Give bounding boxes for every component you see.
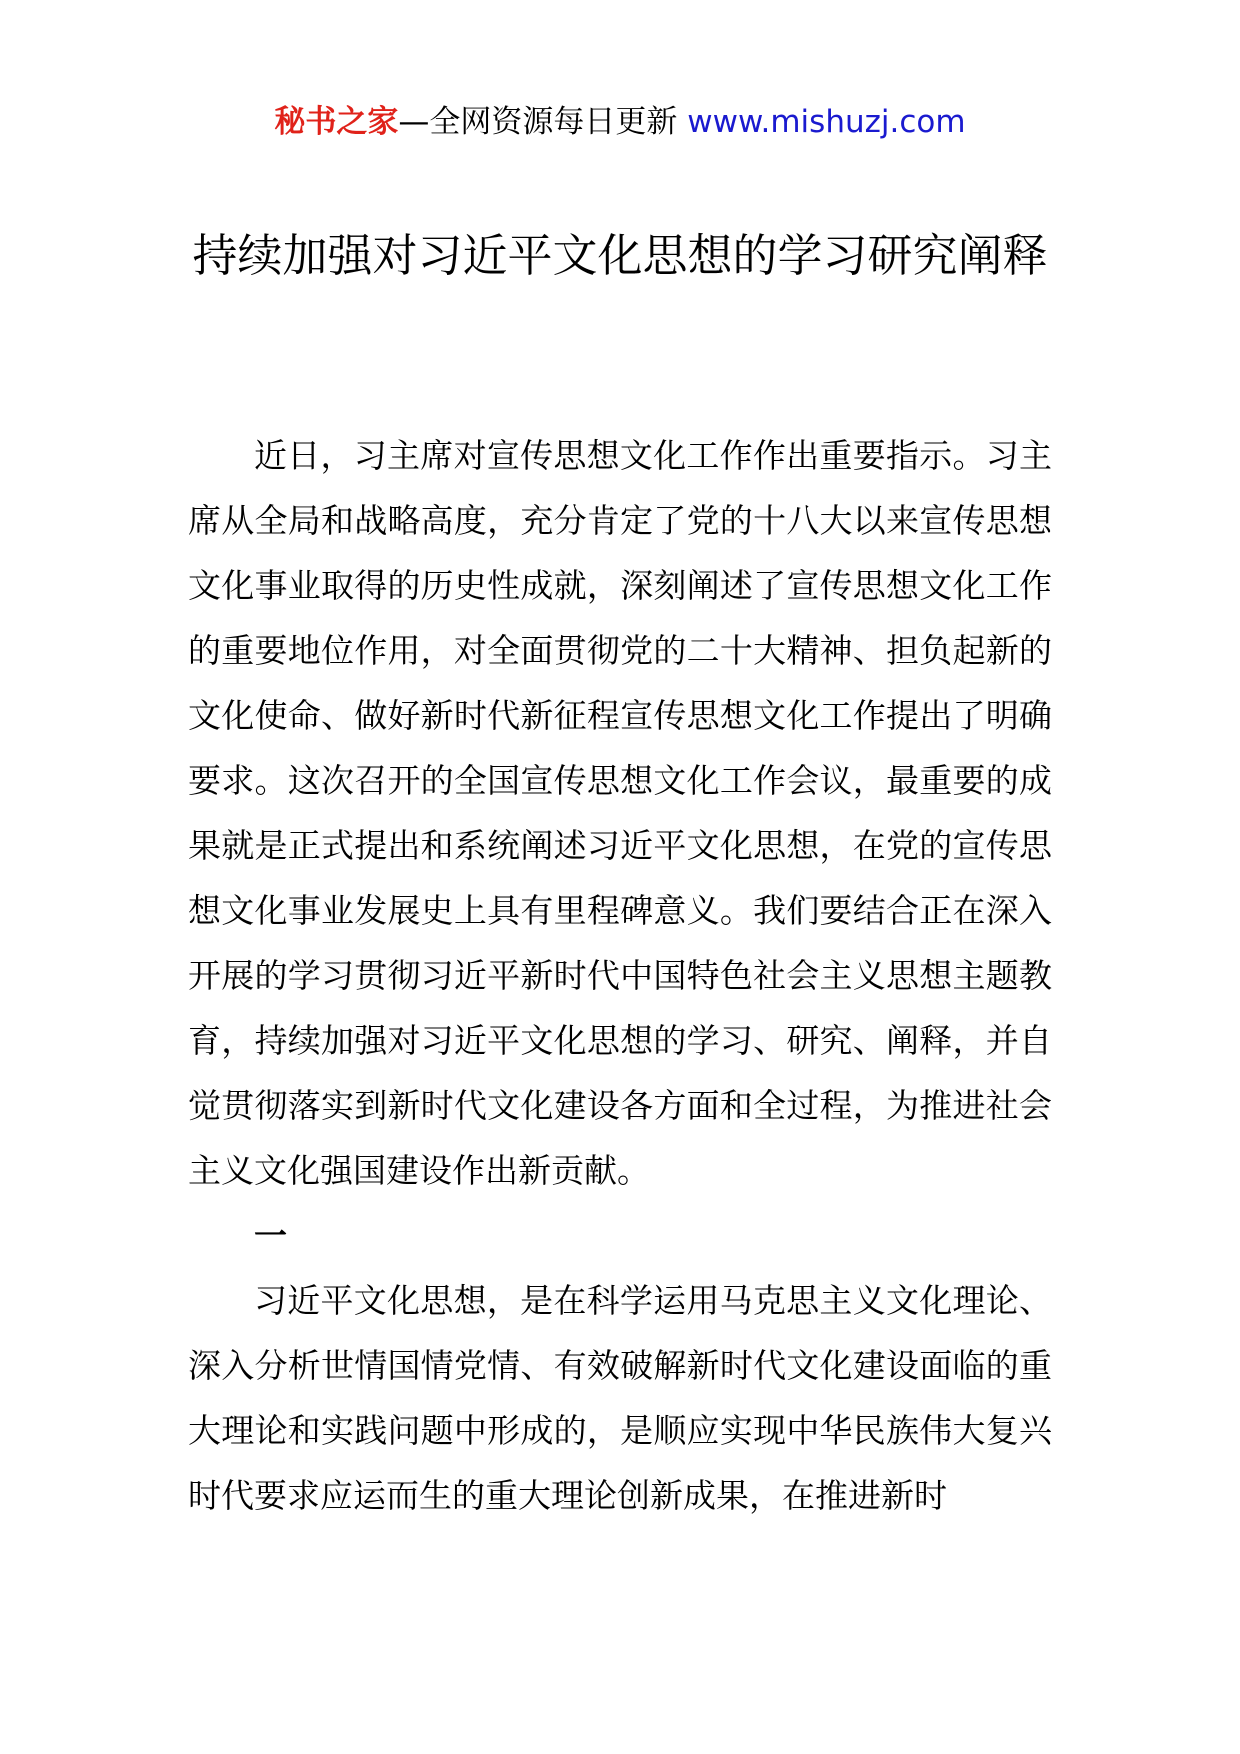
site-header (0, 100, 1240, 144)
header-tagline: —全网资源每日更新 (398, 104, 678, 140)
brand-name: 秘书之家 (274, 104, 399, 140)
paragraph-section-one: 习近平文化思想，是在科学运用马克思主义文化理论、深入分析世情国情党情、有效破解新时代文化建设面临的重大理论和实践问题中形成的，是顺应实现中华民族伟大复兴时代要求应运而生的重大理论创新成果，在推进新时 (188, 1281, 1052, 1515)
document-body (188, 423, 1052, 1528)
paragraph-intro: 近日，习主席对宣传思想文化工作作出重要指示。习主席从全局和战略高度，充分肯定了党的十八大以来宣传思想文化事业取得的历史性成就，深刻阐述了宣传思想文化工作的重要地位作用，对全面贯彻党的二十大精神、担负起新的文化使命、做好新时代新征程宣传思想文化工作提出了明确要求。这次召开的全国宣传思想文化工作会议，最重要的成果就是正式提出和系统阐述习近平文化思想，在党的宣传思想文化事业发展史上具有里程碑意义。我们要结合正在深入开展的学习贯彻习近平新时代中国特色社会主义思想主题教育，持续加强对习近平文化思想的学习、研究、阐释，并自觉贯彻落实到新时代文化建设各方面和全过程，为推进社会主义文化强国建设作出新贡献。 (188, 436, 1052, 1190)
document-title: 持续加强对习近平文化思想的学习研究阐释 (192, 229, 1048, 282)
section-heading-one: 一 (254, 1216, 287, 1255)
site-url-link[interactable]: www.mishuzj.com (687, 104, 966, 140)
